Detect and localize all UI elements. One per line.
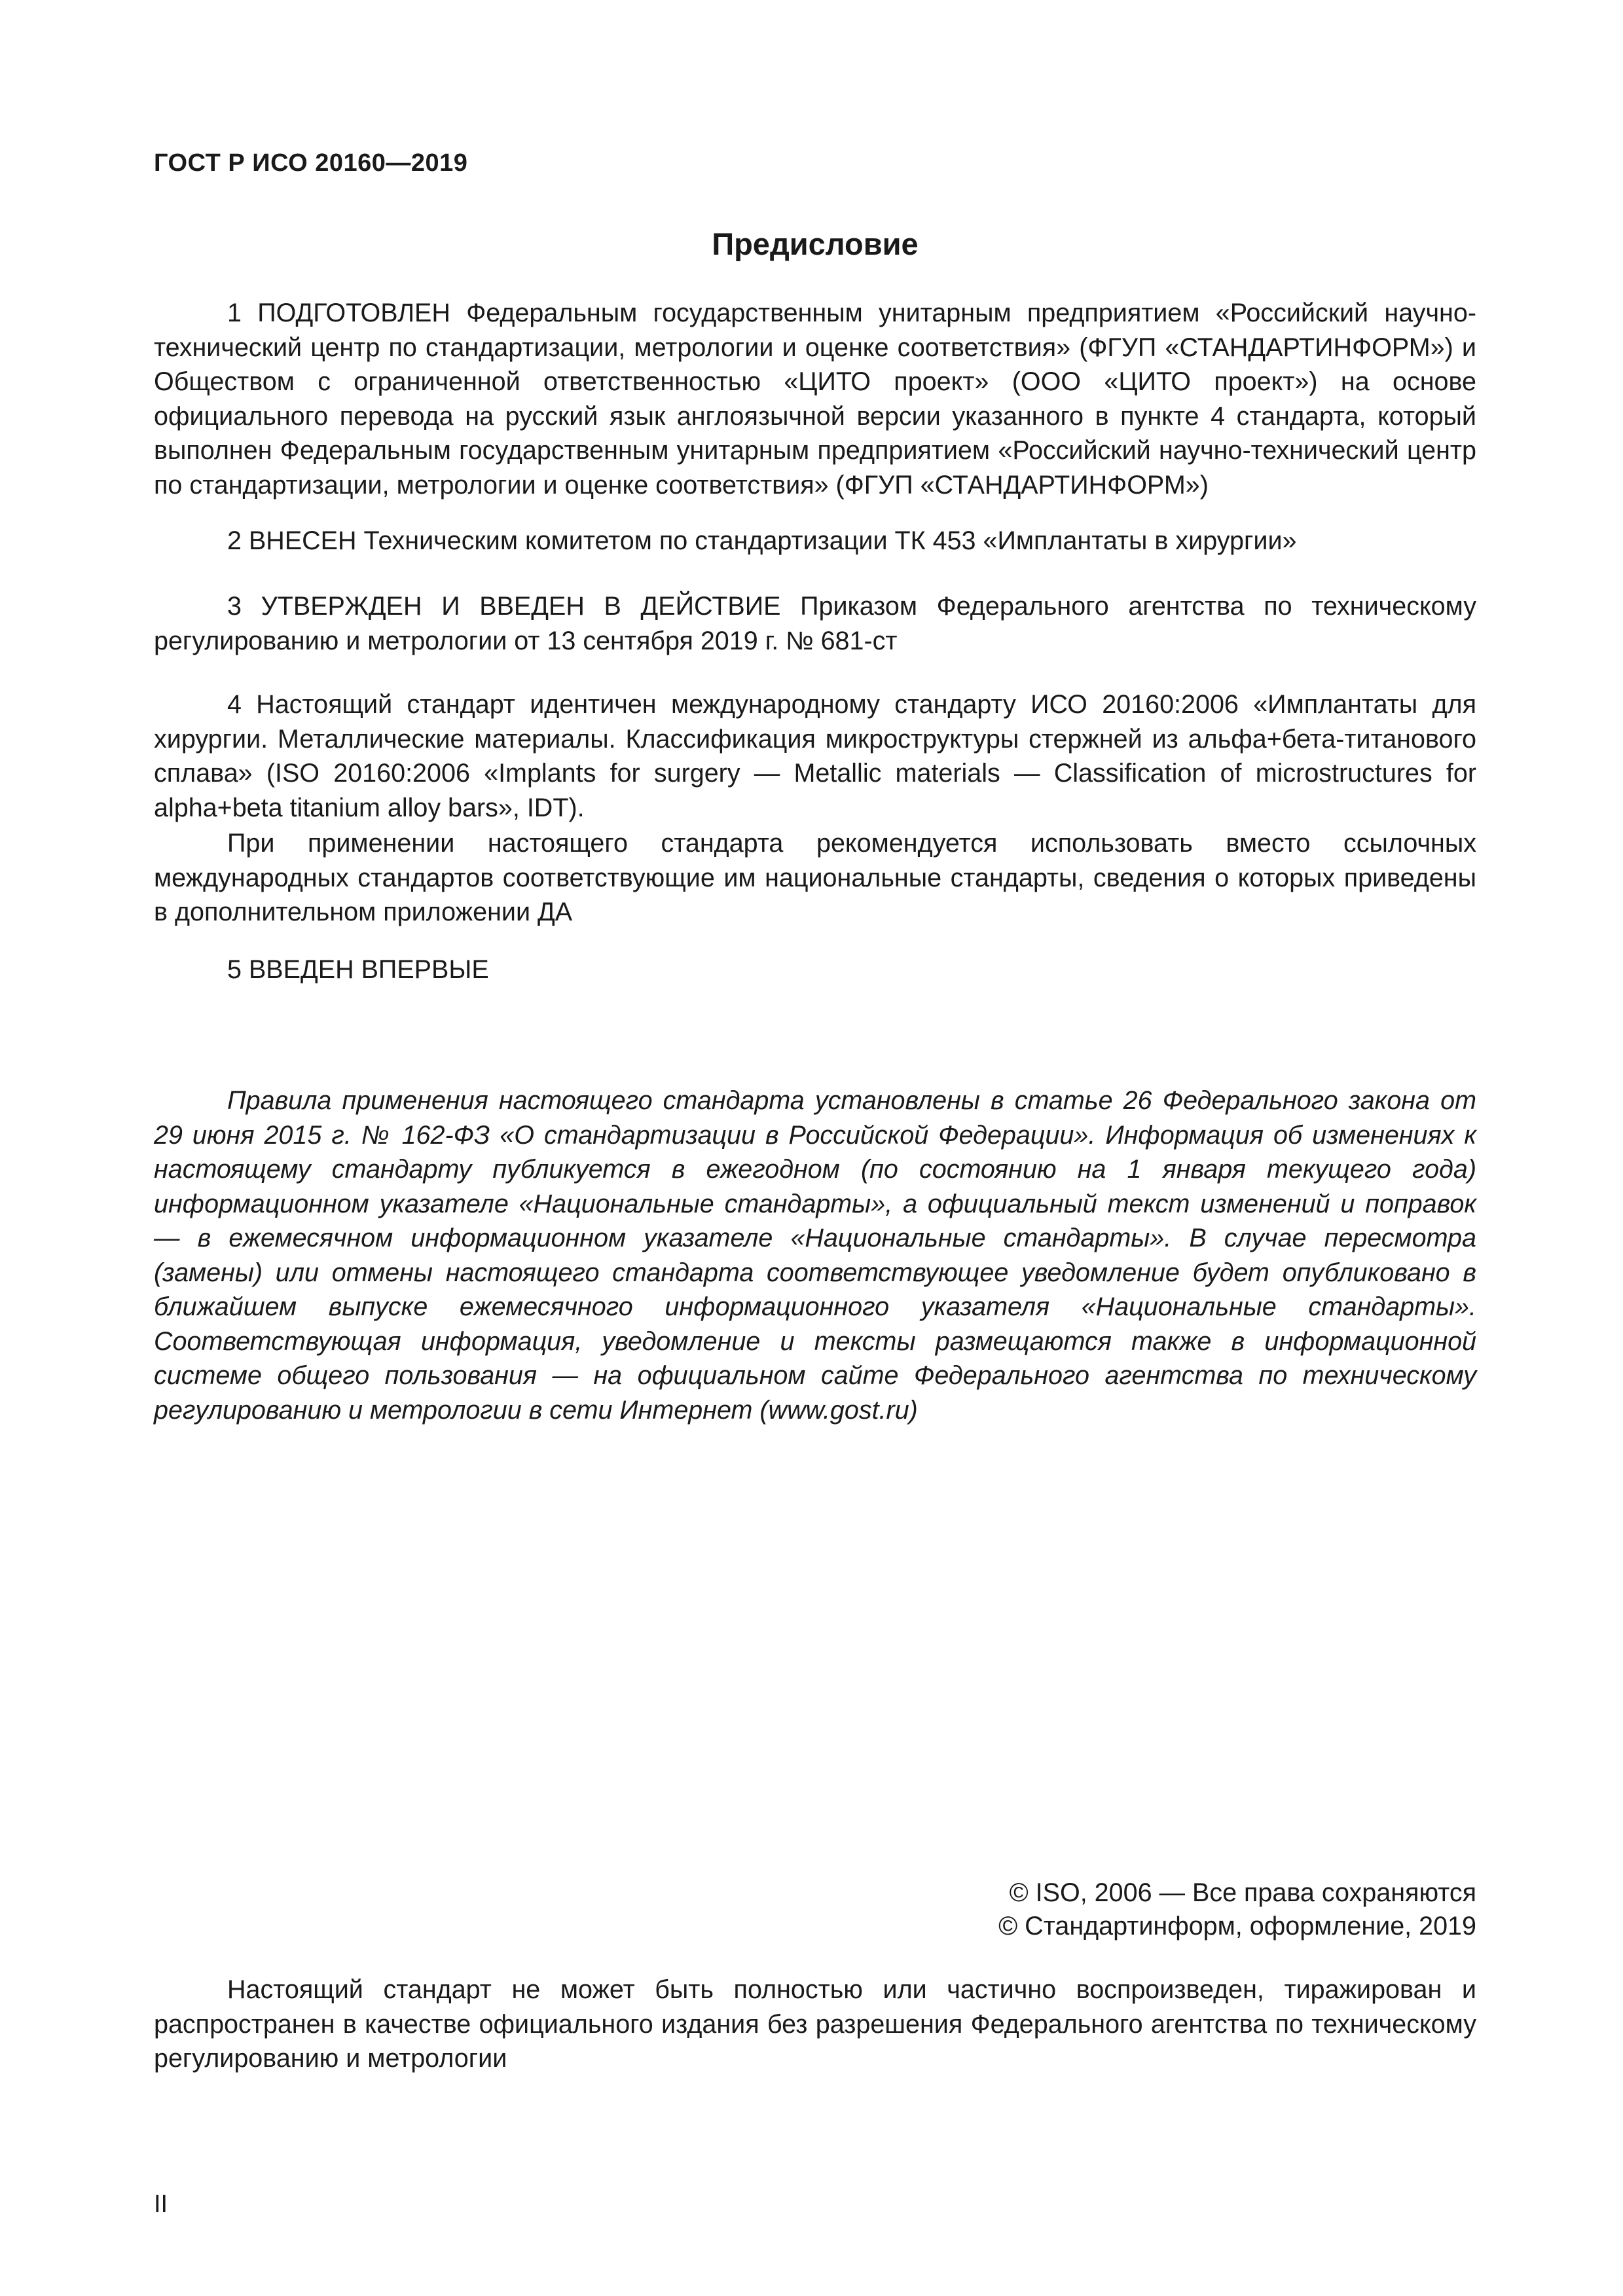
reproduction-notice: Настоящий стандарт не может быть полностью или частично воспроизведен, тиражирован и распространен в качестве официального издания без разрешения Федерального агентства по техническому регулированию и метрологии [154,1975,1476,2073]
paragraph-4-references: При применении настоящего стандарта рекомендуется использовать вместо ссылочных международных стандартов соответствующие им национальные стандарты, сведения о которых приведены в дополнительном приложении ДА [154,829,1476,926]
page-title: Предисловие [712,227,919,261]
paragraph-2-submitted: 2 ВНЕСЕН Техническим комитетом по стандартизации ТК 453 «Имплантаты в хирургии» [227,526,1297,555]
paragraph-5-first-introduced: 5 ВВЕДЕН ВПЕРВЫЕ [227,955,489,984]
paragraph-1-prepared: 1 ПОДГОТОВЛЕН Федеральным государственным унитарным предприятием «Российский научно-технический центр по стандартизации, метрологии и оценке соответствия» (ФГУП «СТАНДАРТИНФОРМ») и Обществом с ограниченной ответственностью «ЦИТО проект» (ООО «ЦИТО проект») на основе официального перевода на русский язык англоязычной версии указанного в пункте 4 стандарта, который выполнен Федеральным государственным унитарным предприятием «Российский научно-технический центр по стандартизации, метрологии и оценке соответствия» (ФГУП «СТАНДАРТИНФОРМ») [154,299,1476,500]
application-rules-notice: Правила применения настоящего стандарта установлены в статье 26 Федерального закона от 29 июня 2015 г. № 162-ФЗ «О стандартизации в Российской Федерации». Информация об изменениях к настоящему стандарту публикуется в ежегодном (по состоянию на 1 января текущего года) информационном указателе «Национальные стандарты», а официальный текст изменений и поправок — в ежемесячном информационном указателе «Национальные стандарты». В случае пересмотра (замены) или отмены настоящего стандарта соответствующее уведомление будет опубликовано в ближайшем выпуске ежемесячного информационного указателя «Национальные стандарты». Соответствующая информация, уведомление и тексты размещаются также в информационной системе общего пользования — на официальном сайте Федерального агентства по техническому регулированию и метрологии в сети Интернет (www.gost.ru) [154,1086,1476,1425]
paragraph-3-approved: 3 УТВЕРЖДЕН И ВВЕДЕН В ДЕЙСТВИЕ Приказом Федерального агентства по техническому регулированию и метрологии от 13 сентября 2019 г. № 681-ст [154,592,1476,655]
copyright-standartinform: © Стандартинформ, оформление, 2019 [998,1912,1476,1941]
standard-header: ГОСТ Р ИСО 20160—2019 [154,149,468,177]
page-number: II [154,2191,168,2218]
copyright-block [998,1876,1476,1943]
copyright-iso: © ISO, 2006 — Все права сохраняются [1009,1878,1476,1907]
paragraph-4-identical: 4 Настоящий стандарт идентичен международному стандарту ИСО 20160:2006 «Имплантаты для хирургии. Металлические материалы. Классификация микроструктуры стержней из альфа+бета-титанового сплава» (ISO 20160:2006 «Implants for surgery — Metallic materials — Classification of microstructures for alpha+beta titanium alloy bars», IDT). [154,690,1476,822]
document-page [154,0,1476,2296]
